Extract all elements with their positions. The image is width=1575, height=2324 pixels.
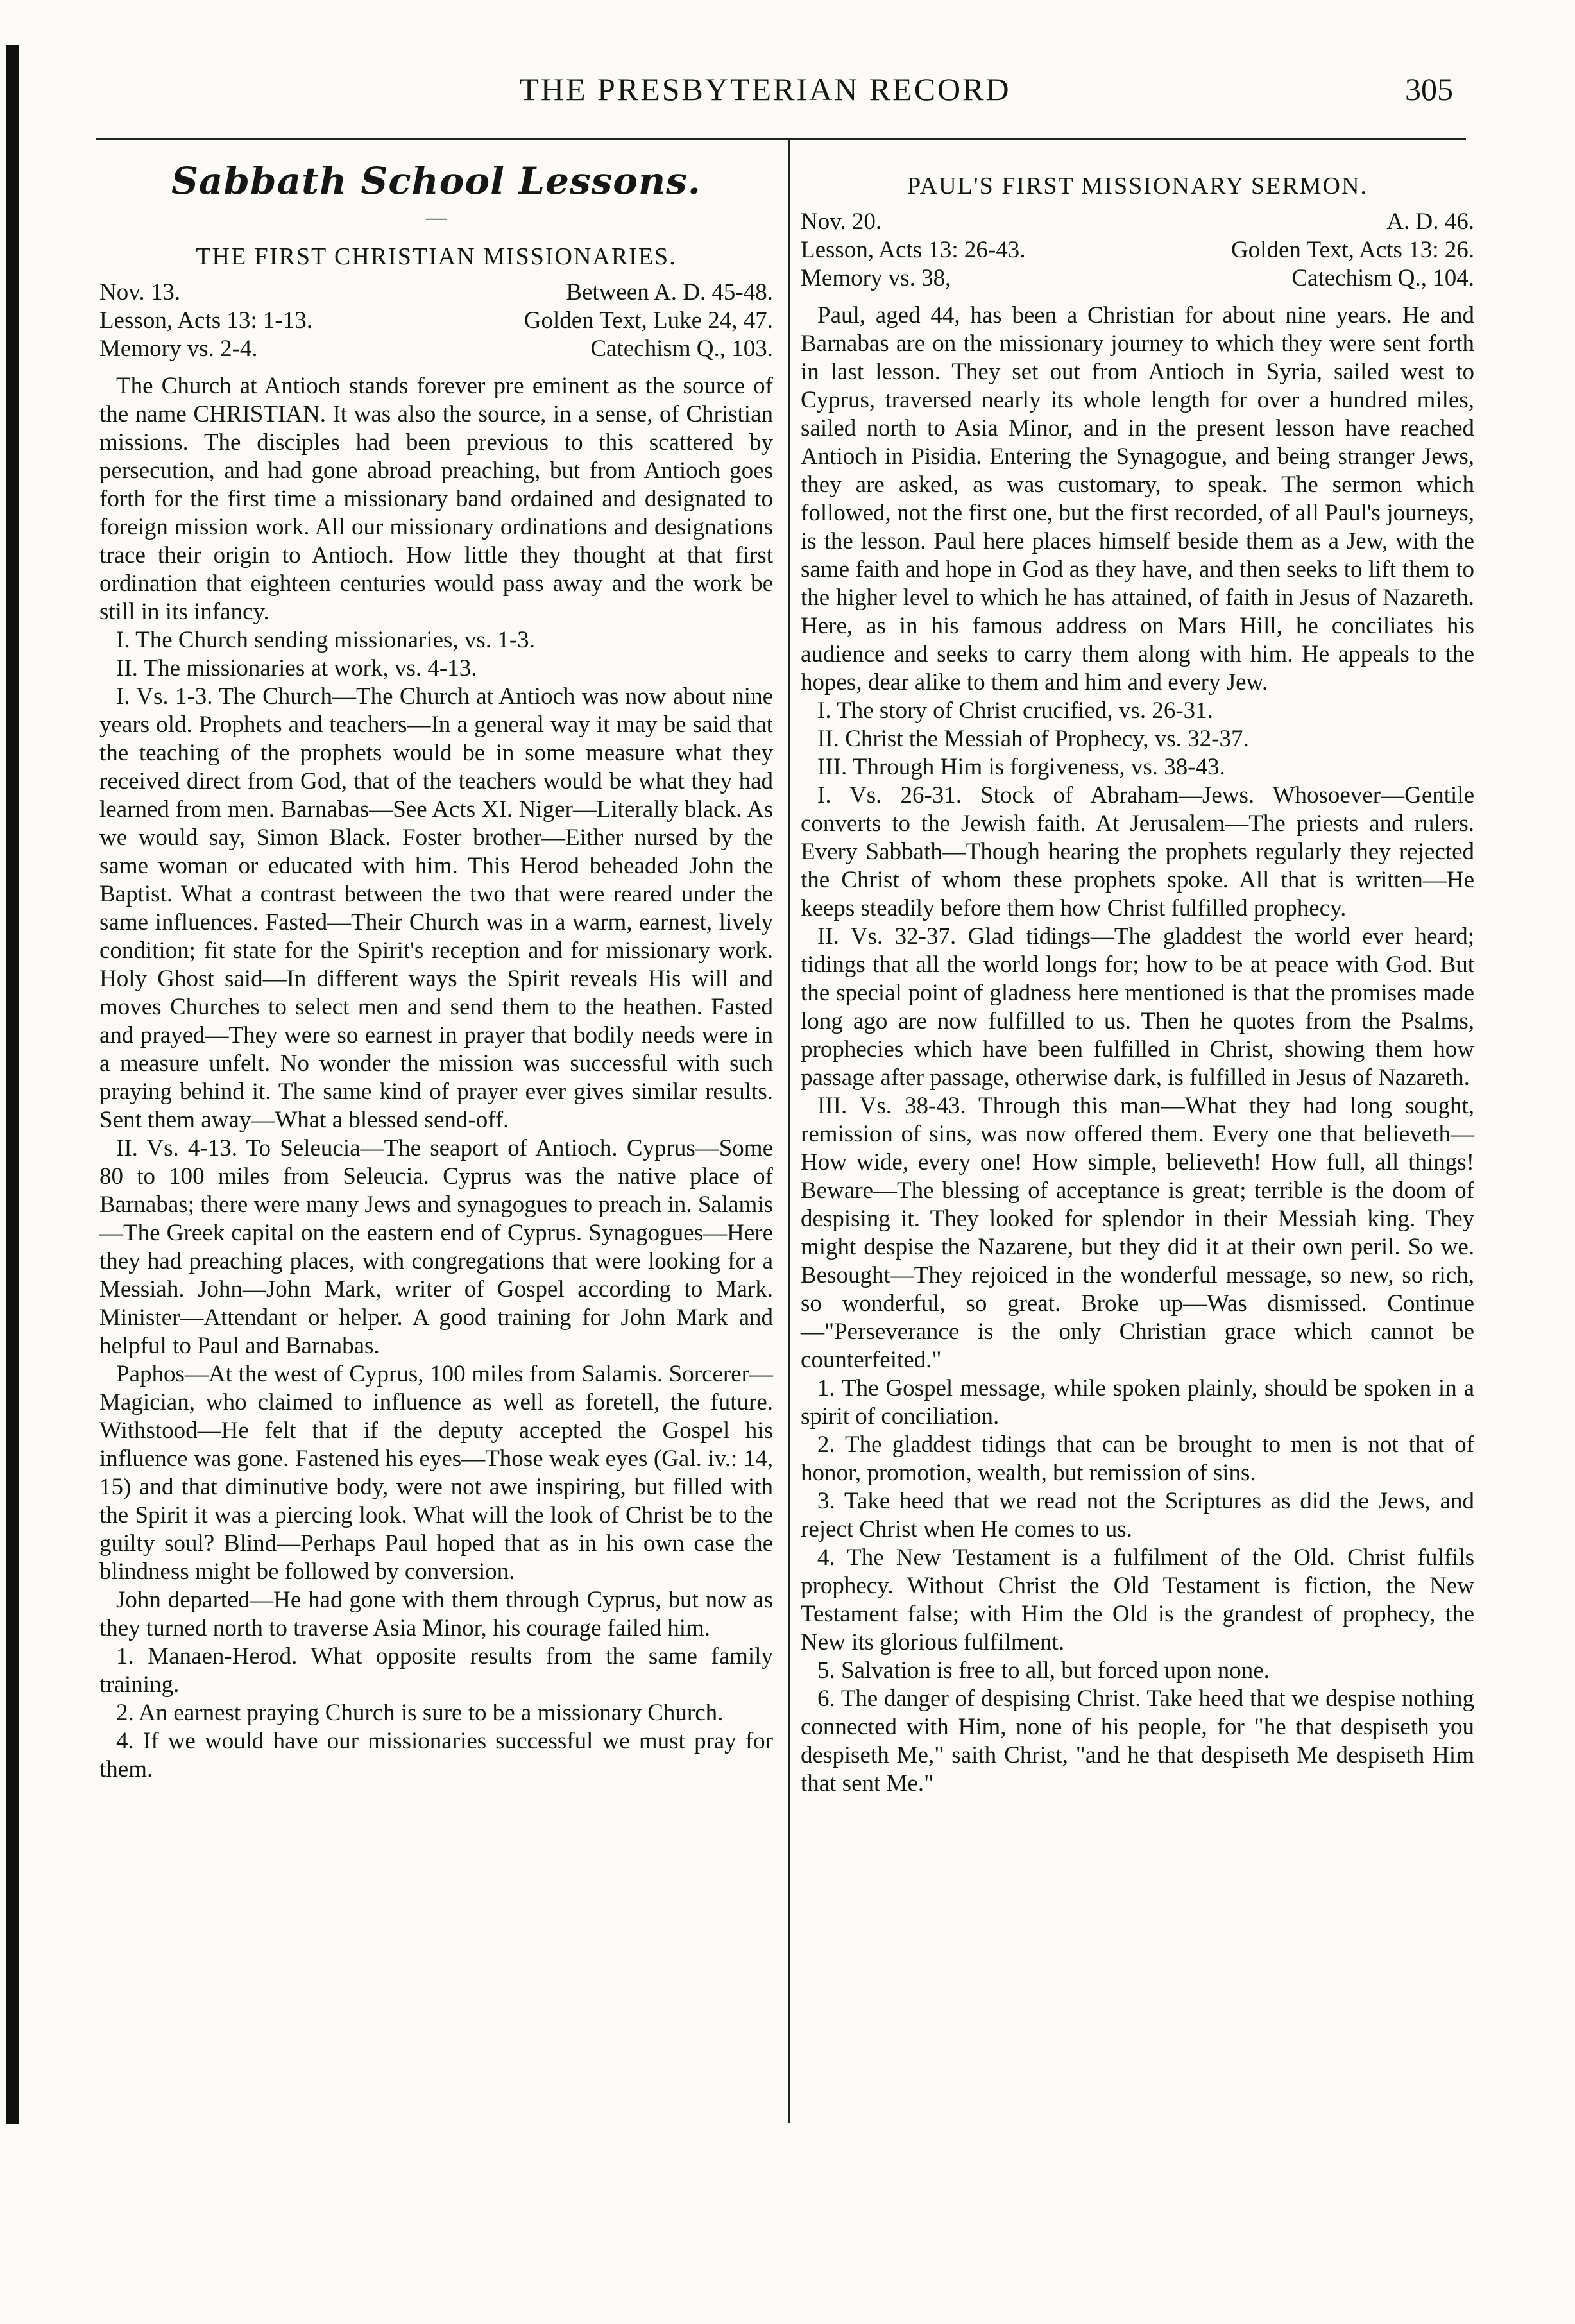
meta-row <box>99 278 773 307</box>
paragraph: I. Vs. 1-3. The Church—The Church at Antioch was now about nine years old. Prophets and teachers—In a general way it may be said that the teaching of the prophets would be in some measure what they received direct from God, that of the teachers would be what they had learned from men. Barnabas—See Acts XI. Niger—Literally black. As we would say, Simon Black. Foster brother—Either nursed by the same woman or educated with him. This Herod beheaded John the Baptist. What a contrast between the two that were reared under the same influences. Fasted—Their Church was in a warm, earnest, lively condition; fit state for the Spirit's reception and for missionary work. Holy Ghost said—In different ways the Spirit reveals His will and moves Churches to select men and send them to the heathen. Fasted and prayed—They were so earnest in prayer that bodily needs were in a measure unfelt. No wonder the mission was successful with such praying behind it. The same kind of prayer ever gives similar results. Sent them away—What a blessed send-off. <box>99 683 773 1133</box>
meta-right: Golden Text, Luke 24, 47. <box>524 307 773 334</box>
heading-dash: — <box>426 205 447 228</box>
page-header <box>77 71 1453 122</box>
paragraph: III. Through Him is forgiveness, vs. 38-43. <box>817 754 1225 780</box>
paragraph: Paul, aged 44, has been a Christian for about nine years. He and Barnabas are on the missionary journey to which they were sent forth in last lesson. They set out from Antioch in Syria, sailed west to Cyprus, traversed nearly its whole length for over a hundred miles, sailed north to Asia Minor, and in the present lesson have reached Antioch in Pisidia. Entering the Synagogue, and being stranger Jews, they are asked, as was customary, to speak. The sermon which followed, not the first one, but the first recorded, of all Paul's journeys, is the lesson. Paul here places himself beside them as a Jew, with the same faith and hope in God as they have, and then seeks to lift them to the higher level to which he has attained, of faith in Jesus of Nazareth. Here, as in his famous address on Mars Hill, he conciliates his audience and seeks to carry them along with him. He appeals to the hopes, dear alike to them and him and every Jew. <box>801 302 1474 696</box>
lesson-meta <box>99 278 773 363</box>
meta-left: Nov. 13. <box>99 279 181 305</box>
paragraph: II. Christ the Messiah of Prophecy, vs. 32-37. <box>817 726 1249 752</box>
binding-edge <box>6 45 19 2124</box>
meta-left: Nov. 20. <box>801 209 882 235</box>
meta-row <box>801 208 1474 236</box>
paragraph: 1. Manaen-Herod. What opposite results from the same family training. <box>99 1643 773 1698</box>
lesson-title: PAUL'S FIRST MISSIONARY SERMON. <box>907 173 1368 200</box>
paragraph: The Church at Antioch stands forever pre eminent as the source of the name CHRISTIAN. It was also the source, in a sense, of Christian missions. The disciples had been previous to this scattered by persecution, and had gone abroad preaching, but from Antioch goes forth for the first time a missionary band ordained and designated to foreign mission work. All our missionary ordinations and designations trace their origin to Antioch. How little they thought at that first ordination that eighteen centuries would pass away and the work be still in its infancy. <box>99 373 773 625</box>
meta-left: Lesson, Acts 13: 26-43. <box>801 237 1026 263</box>
meta-row <box>801 236 1474 264</box>
column-divider <box>788 140 790 2123</box>
header-rule <box>96 138 1466 140</box>
paragraph: 1. The Gospel message, while spoken plainly, should be spoken in a spirit of conciliation. <box>801 1375 1474 1430</box>
paragraph: I. Vs. 26-31. Stock of Abraham—Jews. Whosoever—Gentile converts to the Jewish faith. At Jerusalem—The priests and rulers. Every Sabbath—Though hearing the prophets regularly they rejected the Christ of whom these prophets spoke. All that is written—He keeps steadily before them how Christ fulfilled prophecy. <box>801 782 1474 921</box>
lesson-body <box>801 302 1474 1798</box>
running-title: THE PRESBYTERIAN RECORD <box>519 71 1011 107</box>
page-number: 305 <box>1405 71 1453 107</box>
lesson-meta <box>801 208 1474 293</box>
meta-row <box>99 307 773 335</box>
paragraph: 6. The danger of despising Christ. Take heed that we despise nothing connected with Him, none of his people, for "he that despiseth you despiseth Me," saith Christ, "and he that despiseth Me despiseth Him that sent Me." <box>801 1686 1474 1797</box>
paragraph: Paphos—At the west of Cyprus, 100 miles from Salamis. Sorcerer—Magician, who claimed to influence as well as foretell, the future. Withstood—He felt that if the deputy accepted the Gospel his influence was gone. Fastened his eyes—Those weak eyes (Gal. iv.: 14, 15) and that diminutive body, were not awe inspiring, but filled with the Spirit it was a piercing look. What will the look of Christ be to the guilty soul? Blind—Perhaps Paul hoped that as in his own case the blindness might be followed by conversion. <box>99 1361 773 1585</box>
section-heading: Sabbath School Lessons. <box>171 159 701 203</box>
paragraph: 2. The gladdest tidings that can be brought to men is not that of honor, promotion, wealth, but remission of sins. <box>801 1431 1474 1486</box>
left-column <box>99 154 773 1784</box>
lesson-body <box>99 372 773 1784</box>
right-column <box>801 154 1474 1798</box>
paragraph: I. The Church sending missionaries, vs. 1-3. <box>116 627 535 653</box>
paragraph: II. Vs. 4-13. To Seleucia—The seaport of Antioch. Cyprus—Some 80 to 100 miles from Seleucia. Cyprus was the native place of Barnabas; there were many Jews and synagogues to preach in. Salamis—The Greek capital on the eastern end of Cyprus. Synagogues—Here they had preaching places, with congregations that were looking for a Messiah. John—John Mark, writer of Gospel according to Mark. Minister—Attendant or helper. A good training for John Mark and helpful to Paul and Barnabas. <box>99 1135 773 1359</box>
paragraph: I. The story of Christ crucified, vs. 26-31. <box>817 697 1213 724</box>
meta-right: Between A. D. 45-48. <box>566 279 773 305</box>
paragraph: 5. Salvation is free to all, but forced upon none. <box>817 1657 1270 1684</box>
meta-right: Golden Text, Acts 13: 26. <box>1230 237 1474 263</box>
paragraph: II. Vs. 32-37. Glad tidings—The gladdest the world ever heard; tidings that all the world longs for; how to be at peace with God. But the special point of gladness here mentioned is that the promises made long ago are now fulfilled to us. Then he quotes from the Psalms, prophecies which have been fulfilled in Christ, showing them how passage after passage, otherwise dark, is fulfilled in Jesus of Nazareth. <box>801 923 1474 1091</box>
paragraph: III. Vs. 38-43. Through this man—What they had long sought, remission of sins, was now offered them. Every one that believeth—How wide, every one! How simple, believeth! How full, all things! Beware—The blessing of acceptance is great; terrible is the doom of despising it. They looked for splendor in their Messiah king. They might despise the Nazarene, but they did it at their own peril. So we. Besought—They rejoiced in the wonderful message, so new, so rich, so wonderful, so great. Broke up—Was dismissed. Continue—"Perseverance is the only Christian grace which cannot be counterfeited." <box>801 1093 1474 1373</box>
meta-row <box>99 335 773 363</box>
meta-right: Catechism Q., 103. <box>590 336 773 362</box>
paragraph: 2. An earnest praying Church is sure to be a missionary Church. <box>116 1700 724 1726</box>
paragraph: 4. If we would have our missionaries successful we must pray for them. <box>99 1728 773 1782</box>
meta-left: Memory vs. 38, <box>801 265 951 291</box>
meta-row <box>801 264 1474 293</box>
meta-right: Catechism Q., 104. <box>1291 265 1474 291</box>
lesson-title: THE FIRST CHRISTIAN MISSIONARIES. <box>196 243 677 270</box>
meta-right: A. D. 46. <box>1386 209 1474 235</box>
paragraph: John departed—He had gone with them through Cyprus, but now as they turned north to traverse Asia Minor, his courage failed him. <box>99 1587 773 1641</box>
paragraph: 4. The New Testament is a fulfilment of the Old. Christ fulfils prophecy. Without Christ the Old Testament is fiction, the New Testament false; with Him the Old is the grandest of prophecy, the New its glorious fulfilment. <box>801 1544 1474 1655</box>
meta-left: Lesson, Acts 13: 1-13. <box>99 307 312 334</box>
paragraph: 3. Take heed that we read not the Scriptures as did the Jews, and reject Christ when He comes to us. <box>801 1488 1474 1542</box>
paragraph: II. The missionaries at work, vs. 4-13. <box>116 655 477 681</box>
meta-left: Memory vs. 2-4. <box>99 336 258 362</box>
